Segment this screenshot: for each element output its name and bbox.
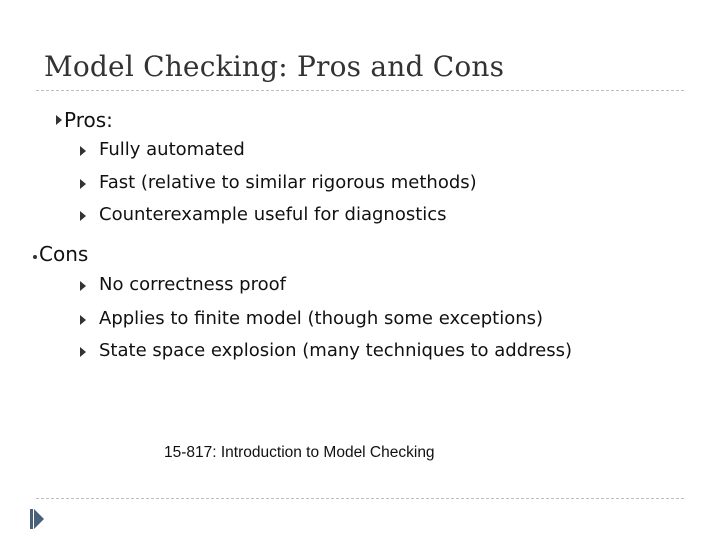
list-item-text: No correctness proof	[99, 274, 286, 295]
triangle-bullet-icon	[80, 315, 86, 325]
slide-footer: 15-817: Introduction to Model Checking	[164, 444, 435, 461]
list-item-text: Applies to finite model (though some exceptions)	[99, 308, 544, 329]
triangle-bullet-icon	[80, 211, 86, 221]
triangle-bullet-icon	[56, 115, 62, 125]
footer-divider	[36, 498, 684, 499]
pros-section	[0, 108, 720, 238]
triangle-bullet-icon	[80, 146, 86, 156]
section-heading: Pros:	[64, 108, 113, 132]
dot-bullet-icon	[33, 255, 37, 259]
triangle-bullet-icon	[80, 281, 86, 291]
triangle-bullet-icon	[80, 179, 86, 189]
slide-title: Model Checking: Pros and Cons	[44, 50, 505, 83]
list-item-text: Counterexample useful for diagnostics	[99, 204, 447, 225]
list-item-text: State space explosion (many techniques to address)	[99, 340, 573, 361]
list-item-text: Fully automated	[99, 139, 245, 160]
nav-bar-shape	[30, 509, 33, 529]
slide-nav-arrow-icon[interactable]	[30, 509, 44, 529]
nav-arrow-shape	[34, 509, 44, 529]
cons-section	[0, 242, 720, 372]
title-divider	[36, 90, 684, 91]
list-item-text: Fast (relative to similar rigorous methods)	[99, 172, 477, 193]
triangle-bullet-icon	[80, 347, 86, 357]
section-heading: Cons	[39, 242, 89, 266]
